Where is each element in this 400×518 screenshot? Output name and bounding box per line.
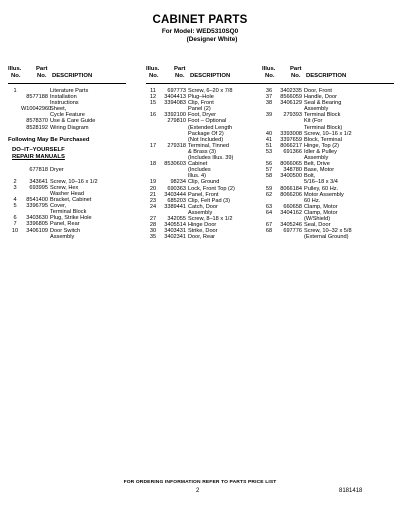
page-title: CABINET PARTS [152, 14, 248, 26]
illus-header-line2: No. [11, 73, 21, 79]
description-line: Use & Care Guide [50, 118, 96, 125]
part-number: 3403444 [164, 191, 186, 198]
description-line: (Not Included) [188, 136, 224, 143]
part-description [188, 100, 264, 112]
part-number: 697773 [167, 88, 186, 94]
part-description [188, 143, 264, 161]
part-description [50, 185, 126, 197]
illus-number: 15 [149, 100, 157, 107]
illus-number: 5 [13, 203, 17, 210]
illus-number: 18 [149, 161, 157, 168]
description-line: Assembly [50, 233, 75, 240]
parts-column-3 [262, 66, 394, 240]
part-number: 279393 [283, 112, 302, 119]
description-line: Base, Motor [304, 167, 335, 174]
part-description [188, 234, 264, 240]
part-number: 685203 [167, 197, 186, 204]
part-description [304, 149, 394, 161]
part-number: 3396795 [26, 203, 48, 210]
part-number: W10042960 [21, 106, 52, 113]
section-heading: Following May Be Purchased [8, 136, 90, 143]
part-row [8, 106, 126, 118]
part-row [8, 167, 126, 173]
part-number: 3403431 [164, 228, 186, 235]
part-header-line2: No. [291, 73, 301, 79]
description-line: Screw, 10–16 x 1/2 [50, 178, 98, 185]
illus-number: 53 [265, 148, 273, 155]
description-line: (W/Shield) [304, 215, 331, 222]
illus-number: 19 [149, 179, 157, 186]
illus-header-line1: Illus. [8, 66, 22, 72]
illus-number: 1 [13, 88, 17, 94]
part-row [146, 161, 264, 179]
part-description [188, 204, 264, 216]
description-line: Hinge, Top (2) [304, 142, 340, 149]
description-line: Instructions [50, 100, 79, 107]
part-row [8, 185, 126, 197]
part-row [146, 234, 264, 240]
variant-line: (Designer White) [186, 36, 238, 43]
part-number: 3406129 [280, 100, 302, 107]
part-description [50, 106, 126, 118]
model-line: For Model: WED5310SQ0 [161, 28, 239, 35]
description-line: Terminal Block) [304, 124, 343, 131]
description-line: Clamp, Motor [304, 203, 338, 210]
description-line: Package Of 2) [188, 130, 224, 137]
part-number: 3403630 [26, 215, 48, 222]
illus-number: 51 [265, 142, 273, 149]
illus-number: 3 [13, 184, 17, 191]
illus-number: 7 [13, 221, 17, 228]
part-number: 8566059 [280, 94, 302, 101]
illus-number: 62 [265, 191, 273, 198]
part-number: 3396805 [26, 221, 48, 228]
illus-number: 57 [265, 167, 273, 174]
description-line: Clamp, Motor [304, 209, 338, 216]
part-number: 3393008 [280, 130, 302, 137]
part-number: 3397659 [280, 136, 302, 143]
illus-number: 39 [265, 112, 273, 119]
description-line: Pulley, 60 Hz. [304, 185, 339, 192]
page-number: 2 [196, 488, 200, 494]
description-line: Door, Front [304, 88, 332, 94]
description-line: Clip, Front [188, 100, 214, 107]
illus-number: 4 [13, 197, 17, 204]
ordering-footer: FOR ORDERING INFORMATION REFER TO PARTS PRICE LIST [123, 480, 277, 485]
description-line: & Brass (3) [188, 148, 216, 155]
illus-number: 27 [149, 215, 157, 222]
illus-number: 21 [149, 191, 157, 198]
part-row [262, 112, 394, 130]
description-line: Screw, Hex [50, 184, 79, 191]
illus-number: 6 [13, 215, 17, 222]
part-number: 8577188 [26, 94, 48, 101]
illus-number: 28 [149, 222, 157, 229]
part-description [50, 203, 126, 215]
part-number: 8066184 [280, 185, 302, 192]
part-description [304, 228, 394, 240]
description-line: Kit (For [304, 118, 323, 125]
description-line: (Includes Illus. 39) [188, 155, 234, 162]
illus-number: 67 [265, 222, 273, 229]
part-header-line2: No. [175, 73, 185, 79]
illus-number: 10 [11, 227, 19, 234]
part-number: 342055 [167, 215, 186, 222]
part-row [146, 204, 264, 216]
part-description [50, 228, 126, 240]
part-description [188, 161, 264, 179]
part-number: 3405246 [280, 222, 302, 229]
description-line: Handle, Door [304, 94, 337, 101]
part-header-line1: Part [290, 66, 302, 72]
illus-number: 20 [149, 185, 157, 192]
description-line: Installation [50, 94, 77, 101]
header-rule [8, 83, 126, 84]
section-heading: DO–IT–YOURSELF [12, 146, 65, 153]
illus-number: 63 [265, 203, 273, 210]
description-line: Clip, Ground [188, 179, 220, 186]
part-number: 8530603 [164, 161, 186, 168]
parts-rows [8, 88, 126, 240]
description-line: (Extended Length [188, 124, 233, 131]
parts-column-2 [146, 66, 264, 240]
illus-number: 58 [265, 173, 273, 180]
illus-header-line1: Illus. [146, 66, 160, 72]
part-number: 8578370 [26, 118, 48, 125]
description-line: Block, Terminal [304, 136, 342, 143]
description-line: Foot – Optional [188, 118, 227, 125]
part-row [262, 210, 394, 222]
column-header [262, 66, 394, 82]
illus-number: 38 [265, 100, 273, 107]
description-line: Seal & Bearing [304, 100, 342, 107]
part-description [188, 118, 264, 142]
part-number: 8541400 [26, 197, 48, 204]
description-line: Bolt, [304, 173, 316, 180]
part-number: 693995 [29, 184, 48, 191]
part-description [304, 112, 394, 130]
description-line: Plug–Hole [188, 94, 214, 101]
description-line: Screw, 8–18 x 1/2 [188, 215, 233, 222]
part-number: 697776 [283, 228, 302, 235]
illus-number: 24 [149, 203, 157, 210]
illus-number: 16 [149, 112, 157, 119]
description-line: Plug, Strike Hole [50, 215, 92, 222]
parts-column-1 [8, 66, 126, 240]
illus-header-line2: No. [149, 73, 159, 79]
part-number: 3392100 [164, 112, 186, 119]
description-line: Screw, 6–20 x 7/8 [188, 88, 233, 94]
description-line: Seal, Door [304, 222, 331, 229]
description-line: Clip, Felt Pad (3) [188, 197, 230, 204]
illus-number: 64 [265, 209, 273, 216]
part-number: 348780 [283, 167, 302, 174]
description-line: Assembly [304, 106, 329, 113]
description-line: Cabinet [188, 161, 208, 168]
part-number: 279810 [167, 118, 186, 125]
description-line: Foot, Dryer [188, 112, 216, 119]
description-header: DESCRIPTION [52, 73, 93, 79]
parts-rows [146, 88, 264, 240]
document-number: 8181418 [339, 488, 363, 494]
part-row [262, 149, 394, 161]
illus-number: 12 [149, 94, 157, 101]
illus-number: 68 [265, 228, 273, 235]
description-line: Literature Parts [50, 88, 89, 94]
part-row [146, 118, 264, 142]
illus-number: 40 [265, 130, 273, 137]
description-header: DESCRIPTION [306, 73, 347, 79]
description-line: Panel, Rear [50, 221, 80, 228]
description-line: Screw, 10–32 x 5/8 [304, 228, 352, 235]
description-line: Terminal, Tinned [188, 142, 230, 149]
description-line: Motor Assembly [304, 191, 344, 198]
description-line: Panel (2) [188, 106, 211, 113]
illus-number: 41 [265, 136, 273, 143]
part-header-line1: Part [174, 66, 186, 72]
part-header-line1: Part [36, 66, 48, 72]
description-line: Dryer [50, 166, 64, 173]
part-number: 3406109 [26, 227, 48, 234]
part-description [304, 173, 394, 185]
description-line: 5/16–18 x 3/4 [304, 179, 338, 186]
parts-rows [262, 88, 394, 240]
part-number: 3405514 [164, 222, 186, 229]
part-number: 3404162 [280, 209, 302, 216]
description-line: Panel, Front [188, 191, 219, 198]
part-number: 343641 [29, 178, 48, 185]
description-line: Door, Rear [188, 234, 216, 241]
description-line: Strike, Door [188, 228, 218, 235]
illus-header-line1: Illus. [262, 66, 276, 72]
part-row [262, 100, 394, 112]
part-number: 8066217 [280, 142, 302, 149]
illus-number: 37 [265, 94, 273, 101]
part-description [50, 94, 126, 106]
part-number: 660658 [283, 203, 302, 210]
description-line: Lock, Front Top (2) [188, 185, 235, 192]
part-number: 279318 [167, 142, 186, 149]
description-line: Belt, Drive [304, 161, 330, 168]
description-line: Sheet, [50, 106, 67, 113]
description-line: Bracket, Cabinet [50, 197, 92, 204]
description-line: Cover, [50, 203, 67, 210]
description-line: Cycle Feature [50, 112, 85, 119]
part-number: 677818 [29, 166, 48, 173]
description-header: DESCRIPTION [190, 73, 231, 79]
part-number: 98234 [170, 179, 186, 186]
part-number: 3400500 [280, 173, 302, 180]
part-number: 3404413 [164, 94, 186, 101]
description-line: Screw, 10–16 x 1/2 [304, 130, 352, 137]
part-row [8, 125, 126, 131]
part-number: 8066065 [280, 161, 302, 168]
header-rule [262, 83, 394, 84]
illus-number: 30 [149, 228, 157, 235]
illus-number: 59 [265, 185, 273, 192]
illus-number: 56 [265, 161, 273, 168]
description-line: Idler & Pulley [304, 148, 337, 155]
part-description [50, 125, 126, 131]
part-number: 3402341 [164, 234, 186, 241]
part-description [50, 167, 126, 173]
section-heading: REPAIR MANUALS [12, 153, 65, 160]
part-number: 690363 [167, 185, 186, 192]
description-line: Assembly [188, 209, 213, 216]
description-line: Washer Head [50, 190, 84, 197]
description-line: Hinge Door [188, 222, 217, 229]
part-row [8, 228, 126, 240]
description-line: Terminal Block [50, 209, 87, 216]
part-row [146, 143, 264, 161]
description-line: Terminal Block [304, 112, 341, 119]
illus-number: 17 [149, 142, 157, 149]
header-rule [146, 83, 264, 84]
illus-number: 11 [150, 88, 156, 94]
illus-number: 2 [13, 178, 17, 185]
part-row [8, 203, 126, 215]
part-row [8, 94, 126, 106]
description-line: Illus. 4) [188, 173, 207, 180]
part-number: 8528192 [26, 124, 48, 131]
description-line: (Includes [188, 167, 211, 174]
illus-number: 35 [149, 234, 157, 241]
part-description [304, 100, 394, 112]
part-number: 691366 [283, 148, 302, 155]
part-row [146, 100, 264, 112]
description-line: Catch, Door [188, 203, 218, 210]
description-line: Wiring Diagram [50, 124, 89, 131]
part-description [304, 192, 394, 204]
column-header [8, 66, 126, 82]
description-line: 60 Hz. [304, 197, 321, 204]
part-description [304, 210, 394, 222]
description-line: Door Switch [50, 227, 81, 234]
description-line: (External Ground) [304, 234, 349, 241]
part-number: 3402335 [280, 88, 302, 94]
part-number: 3394083 [164, 100, 186, 107]
part-header-line2: No. [37, 73, 47, 79]
part-row [262, 228, 394, 240]
part-number: 8066206 [280, 191, 302, 198]
illus-header-line2: No. [265, 73, 275, 79]
illus-number: 23 [149, 197, 157, 204]
description-line: Assembly [304, 155, 329, 162]
part-number: 3389441 [164, 203, 186, 210]
illus-number: 36 [265, 88, 273, 94]
part-row [262, 173, 394, 185]
part-row [262, 192, 394, 204]
column-header [146, 66, 264, 82]
